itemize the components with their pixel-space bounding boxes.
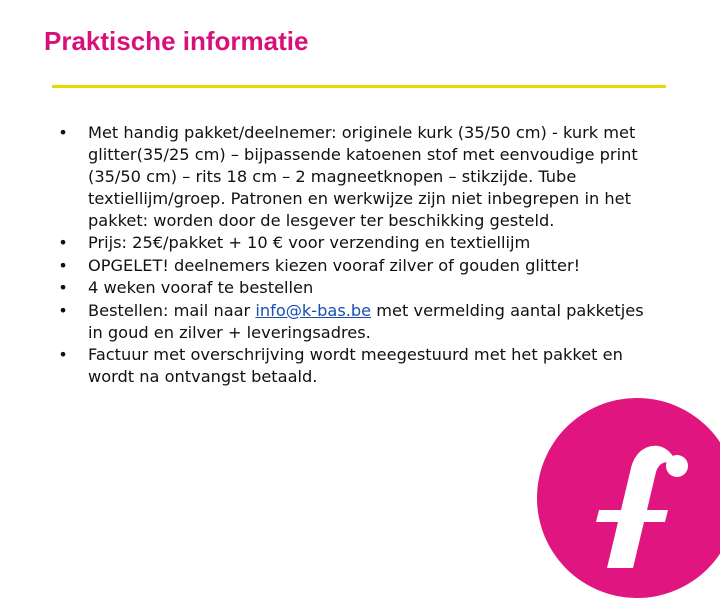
list-item (56, 277, 654, 299)
list-item-text: Met handig pakket/deelnemer: originele kurk (35/50 cm) - kurk met glitter(35/25 cm) – bijpassende katoenen stof met eenvoudige print (35/50 cm) – rits 18 cm – 2 magneetknopen – stikzijde. Tube textiellijm/groep. Patronen en werkwijze zijn niet inbegrepen in het pakket: worden door de lesgever ter beschikking gesteld. (88, 123, 638, 230)
list-item-text: OPGELET! deelnemers kiezen vooraf zilver of gouden glitter! (88, 255, 581, 275)
list-item-text: Prijs: 25€/pakket + 10 € voor verzending en textiellijm (88, 233, 531, 253)
list-item-text: 4 weken vooraf te bestellen (88, 278, 314, 298)
title-divider (52, 85, 666, 88)
list-item-text-before: Bestellen: mail naar (88, 300, 256, 320)
list-item (56, 122, 654, 232)
info-list (56, 122, 654, 388)
bullet-icon: • (58, 278, 68, 298)
f-letter-icon (537, 398, 720, 598)
list-item-text-after: met vermelding aantal pakketjes in goud en zilver + leveringsadres. (88, 300, 644, 342)
list-item (56, 344, 654, 388)
bullet-icon: • (58, 255, 68, 275)
f-logo-icon (537, 398, 720, 598)
bullet-icon: • (58, 123, 68, 142)
bullet-icon: • (58, 233, 68, 253)
page-title: Praktische informatie (44, 26, 309, 56)
list-item-text: Factuur met overschrijving wordt meegestuurd met het pakket en wordt na ontvangst betaald. (88, 344, 623, 386)
list-item (56, 255, 654, 277)
bullet-icon: • (58, 300, 68, 320)
bullet-icon: • (58, 344, 68, 364)
email-link[interactable]: info@k-bas.be (255, 300, 372, 320)
list-item (56, 300, 654, 344)
list-item (56, 232, 654, 254)
